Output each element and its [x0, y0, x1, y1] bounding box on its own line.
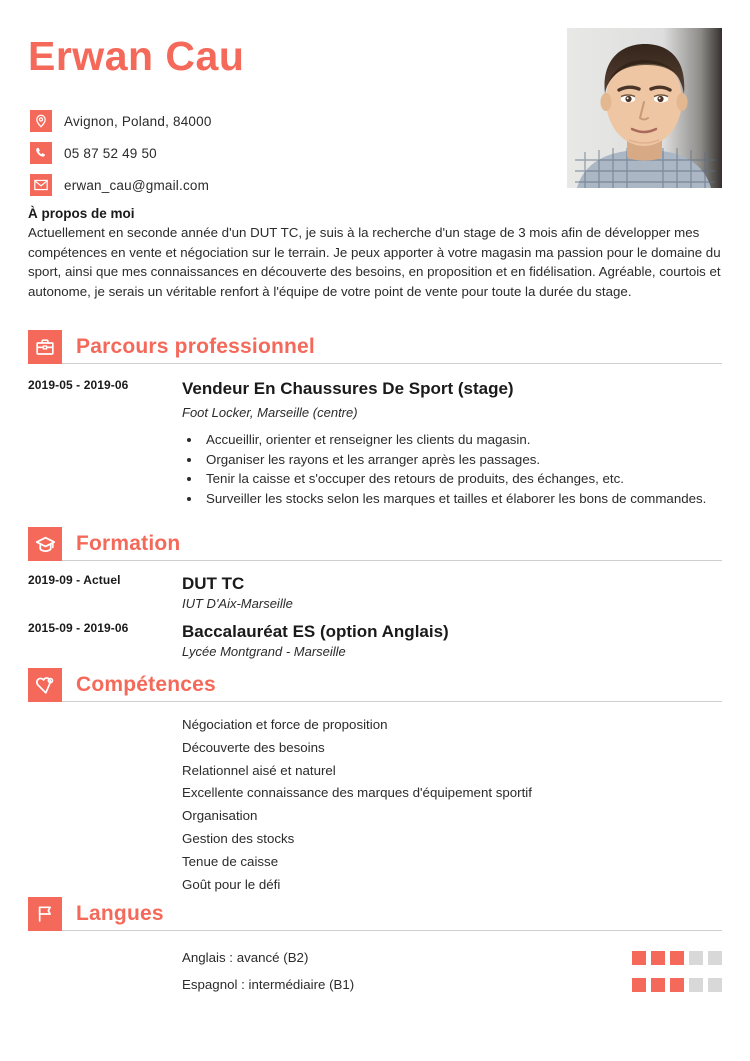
level-dot: [689, 978, 703, 992]
education-header: [28, 527, 722, 561]
experience-organization: Foot Locker, Marseille (centre): [182, 405, 358, 420]
contact-email-text: erwan_cau@gmail.com: [64, 177, 210, 193]
language-label: Anglais : avancé (B2): [182, 950, 309, 965]
level-dot: [632, 951, 646, 965]
level-dot: [651, 951, 665, 965]
list-item: [182, 945, 722, 972]
experience-role: Vendeur En Chaussures De Sport (stage): [182, 379, 514, 398]
education-entry: [28, 573, 722, 613]
about-title: À propos de moi: [28, 206, 135, 221]
contact-item-email: [30, 170, 450, 200]
level-dot: [670, 978, 684, 992]
section-divider: [62, 930, 722, 931]
education-degree: Baccalauréat ES (option Anglais): [182, 622, 449, 641]
list-item: Tenue de caisse: [182, 853, 279, 869]
contact-item-phone: [30, 138, 450, 168]
experience-title: Parcours professionnel: [76, 335, 315, 358]
education-date: 2019-09 - Actuel: [28, 573, 121, 587]
education-institution: Lycée Montgrand - Marseille: [182, 644, 346, 659]
section-divider: [62, 363, 722, 364]
resume-header: [28, 28, 722, 196]
experience-date: 2019-05 - 2019-06: [28, 378, 129, 392]
about-section: [28, 206, 722, 301]
languages-section: [28, 897, 722, 998]
contact-item-location: [30, 106, 450, 136]
language-level-meter: [632, 951, 722, 965]
experience-header: [28, 330, 722, 364]
list-item: • Surveiller les stocks selon les marques et tailles et élaborer les bons de commandes.: [202, 489, 722, 509]
education-date: 2015-09 - 2019-06: [28, 621, 129, 635]
languages-header: [28, 897, 722, 931]
page-title: Erwan Cau: [28, 33, 245, 79]
list-item: Gestion des stocks: [182, 830, 295, 846]
contact-location-text: Avignon, Poland, 84000: [64, 113, 212, 129]
list-item: • Tenir la caisse et s'occuper des retours de produits, des échanges, etc.: [202, 469, 722, 489]
list-item: • Accueillir, orienter et renseigner les clients du magasin.: [202, 430, 722, 450]
heart-tag-icon: [28, 668, 62, 702]
experience-entry: [28, 378, 722, 508]
skills-section: [28, 668, 722, 896]
education-content: [182, 573, 722, 613]
education-entry: [28, 621, 722, 661]
language-label: Espagnol : intermédiaire (B1): [182, 976, 355, 992]
skills-list: [28, 714, 722, 896]
list-item: Organisation: [182, 808, 258, 824]
experience-content: [182, 378, 722, 508]
about-body: Actuellement en seconde année d'un DUT TC, je suis à la recherche d'un stage de 3 mois afin de développer mes compétences en vente et négociation sur le terrain. Je peux apporter à votre magasin ma passion pour le domaine du sport, ainsi que mes connaissances en découverte des besoins, en proposition et en fidélisation. Agréable, courtois et autonome, je serais un véritable renfort à l'équipe de votre point de vente pour toute la durée du stage.: [28, 225, 721, 299]
list-item: [182, 972, 722, 999]
experience-section: [28, 330, 722, 508]
contact-list: [30, 106, 450, 202]
language-level-meter: [632, 978, 722, 992]
briefcase-icon: [28, 330, 62, 364]
education-section: [28, 527, 722, 661]
level-dot: [670, 951, 684, 965]
experience-duty-list: [182, 430, 722, 508]
phone-icon: [30, 142, 52, 164]
education-institution: IUT D'Aix-Marseille: [182, 596, 293, 611]
skills-title: Compétences: [76, 673, 216, 696]
avatar: [567, 28, 722, 188]
level-dot: [708, 951, 722, 965]
languages-list: [28, 945, 722, 998]
graduation-cap-icon: [28, 527, 62, 561]
flag-icon: [28, 897, 62, 931]
location-pin-icon: [30, 110, 52, 132]
education-degree: DUT TC: [182, 574, 245, 593]
contact-phone-text: 05 87 52 49 50: [64, 145, 157, 161]
envelope-icon: [30, 174, 52, 196]
level-dot: [708, 978, 722, 992]
section-divider: [62, 701, 722, 702]
list-item: Excellente connaissance des marques d'équipement sportif: [182, 785, 532, 801]
education-title: Formation: [76, 532, 181, 555]
list-item: Relationnel aisé et naturel: [182, 762, 336, 778]
languages-title: Langues: [76, 902, 164, 925]
education-content: [182, 621, 722, 661]
section-divider: [62, 560, 722, 561]
list-item: • Organiser les rayons et les arranger après les passages.: [202, 450, 722, 470]
level-dot: [689, 951, 703, 965]
level-dot: [651, 978, 665, 992]
list-item: Découverte des besoins: [182, 739, 325, 755]
list-item: Goût pour le défi: [182, 876, 281, 892]
skills-header: [28, 668, 722, 702]
list-item: Négociation et force de proposition: [182, 717, 388, 732]
level-dot: [632, 978, 646, 992]
